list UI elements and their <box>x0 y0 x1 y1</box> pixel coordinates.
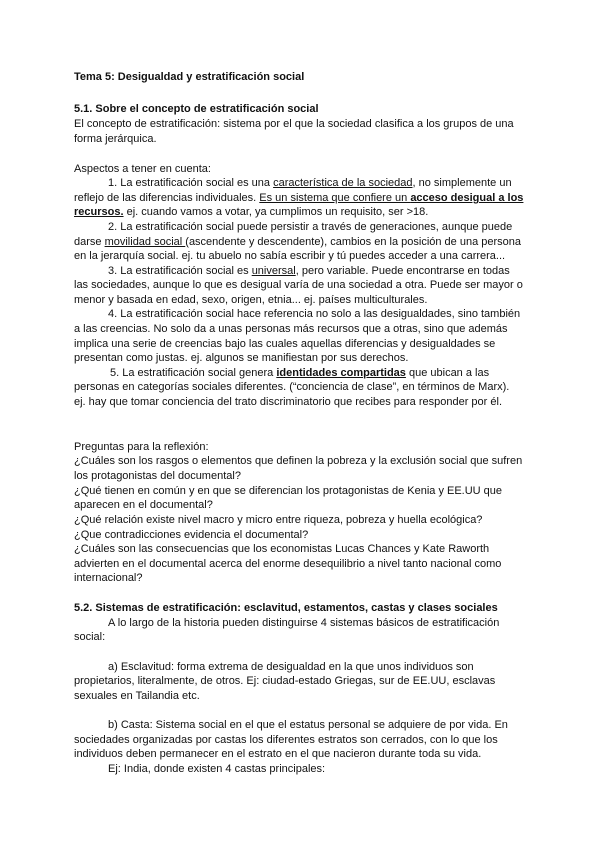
reflection-intro: Preguntas para la reflexión: <box>74 441 209 453</box>
document-title: Tema 5: Desigualdad y estratificación social <box>74 71 305 83</box>
aspect-3-line: 3. La estratificación social es universal, pero variable. Puede encontrarse en todas <box>108 265 510 277</box>
aspect-1-line: 1. La estratificación social es una característica de la sociedad, no simplemente un <box>108 177 512 189</box>
reflection-question: ¿Cuáles son las consecuencias que los economistas Lucas Chances y Kate Raworth <box>74 543 490 555</box>
section-5-2-heading: 5.2. Sistemas de estratificación: esclavitud, estamentos, castas y clases sociales <box>74 602 498 614</box>
aspect-2-line: en la jerarquía social. ej. tu abuelo no sabía escribir y tú puedes acceder a una carrera... <box>74 250 506 262</box>
aspect-5-line: 5. La estratificación social genera identidades compartidas que ubican a las <box>110 367 490 379</box>
aspect-4-line: 4. La estratificación social hace referencia no solo a las desigualdades, sino también <box>108 308 521 320</box>
aspect-5-line: ej. hay que tomar conciencia del trato discriminatorio que recibes para responder por él. <box>74 396 503 408</box>
aspect-1-line: reflejo de las diferencias individuales. Es un sistema que confiere un acceso desigual a los <box>74 192 524 204</box>
aspect-3-line: las sociedades, aunque lo que es desigual varía de una sociedad a otra. Puede ser mayor o <box>74 279 523 291</box>
definition-line: forma jerárquica. <box>74 133 157 145</box>
reflection-question: aparecen en el documental? <box>74 499 213 511</box>
slavery-paragraph: propietarios, literalmente, de otros. Ej: ciudad-estado Griegas, sur de EE.UU, esclavas <box>74 675 496 687</box>
slavery-paragraph: sexuales en Tailandia etc. <box>74 690 200 702</box>
underlined-phrase: movilidad social <box>104 236 186 248</box>
aspect-3-line: menor y basada en edad, sexo, origen, etnia... ej. países multiculturales. <box>74 294 428 306</box>
aspect-4-line: implica una serie de creencias bajo las cuales aquellas diferencias y desigualdades se <box>74 338 496 350</box>
caste-paragraph: sociedades organizadas por castas los diferentes estratos son cerrados, con lo que los <box>74 734 498 746</box>
aspect-5-line: personas en categorías sociales diferentes. (“conciencia de clase”, en términos de Marx). <box>74 381 510 393</box>
bold-underlined-phrase: recursos. <box>74 206 124 218</box>
caste-paragraph: individuos deben permanecer en el estrato en el que nacieron durante toda su vida. <box>74 748 482 760</box>
aspect-1-line: recursos. ej. cuando vamos a votar, ya cumplimos un requisito, ser >18. <box>74 206 429 218</box>
aspect-2-line: darse movilidad social (ascendente y descendente), cambios en la posición de una persona <box>74 236 522 248</box>
caste-paragraph: Ej: India, donde existen 4 castas principales: <box>108 763 326 775</box>
bold-underlined-phrase: identidades compartidas <box>276 367 406 379</box>
section-5-2-intro: social: <box>74 631 106 643</box>
reflection-question: internacional? <box>74 572 143 584</box>
aspect-2-line: 2. La estratificación social puede persistir a través de generaciones, aunque puede <box>108 221 513 233</box>
reflection-question: advierten en el documental acerca del enorme desequilibrio a nivel tanto nacional como <box>74 558 502 570</box>
aspect-4-line: presentan como justas. ej. algunos se manifiestan por sus derechos. <box>74 352 409 364</box>
slavery-paragraph: a) Esclavitud: forma extrema de desigualdad en la que unos individuos son <box>108 661 474 673</box>
caste-paragraph: b) Casta: Sistema social en el que el estatus personal se adquiere de por vida. En <box>108 719 508 731</box>
reflection-question: los protagonistas del documental? <box>74 470 241 482</box>
aspect-4-line: a las creencias. No solo da a unas personas más recursos que a otras, sino que además <box>74 323 508 335</box>
aspects-intro: Aspectos a tener en cuenta: <box>74 163 211 175</box>
reflection-question: ¿Qué relación existe nivel macro y micro entre riqueza, pobreza y huella ecológica? <box>74 514 483 526</box>
underlined-phrase: universal <box>251 265 296 277</box>
section-5-2-intro: A lo largo de la historia pueden distinguirse 4 sistemas básicos de estratificación <box>108 617 500 629</box>
reflection-question: ¿Cuáles son los rasgos o elementos que definen la pobreza y la exclusión social que sufren <box>74 455 523 467</box>
reflection-question: ¿Qué tienen en común y en que se diferencian los protagonistas de Kenia y EE.UU que <box>74 485 503 497</box>
bold-underlined-phrase: acceso desigual a los <box>410 192 524 204</box>
underlined-phrase: característica de la sociedad <box>273 177 413 189</box>
reflection-question: ¿Que contradicciones evidencia el documental? <box>74 529 309 541</box>
definition-line: El concepto de estratificación: sistema por el que la sociedad clasifica a los grupos de una <box>74 118 514 130</box>
section-5-1-heading: 5.1. Sobre el concepto de estratificación social <box>74 103 319 115</box>
underlined-phrase: Es un sistema que confiere un <box>259 192 411 204</box>
